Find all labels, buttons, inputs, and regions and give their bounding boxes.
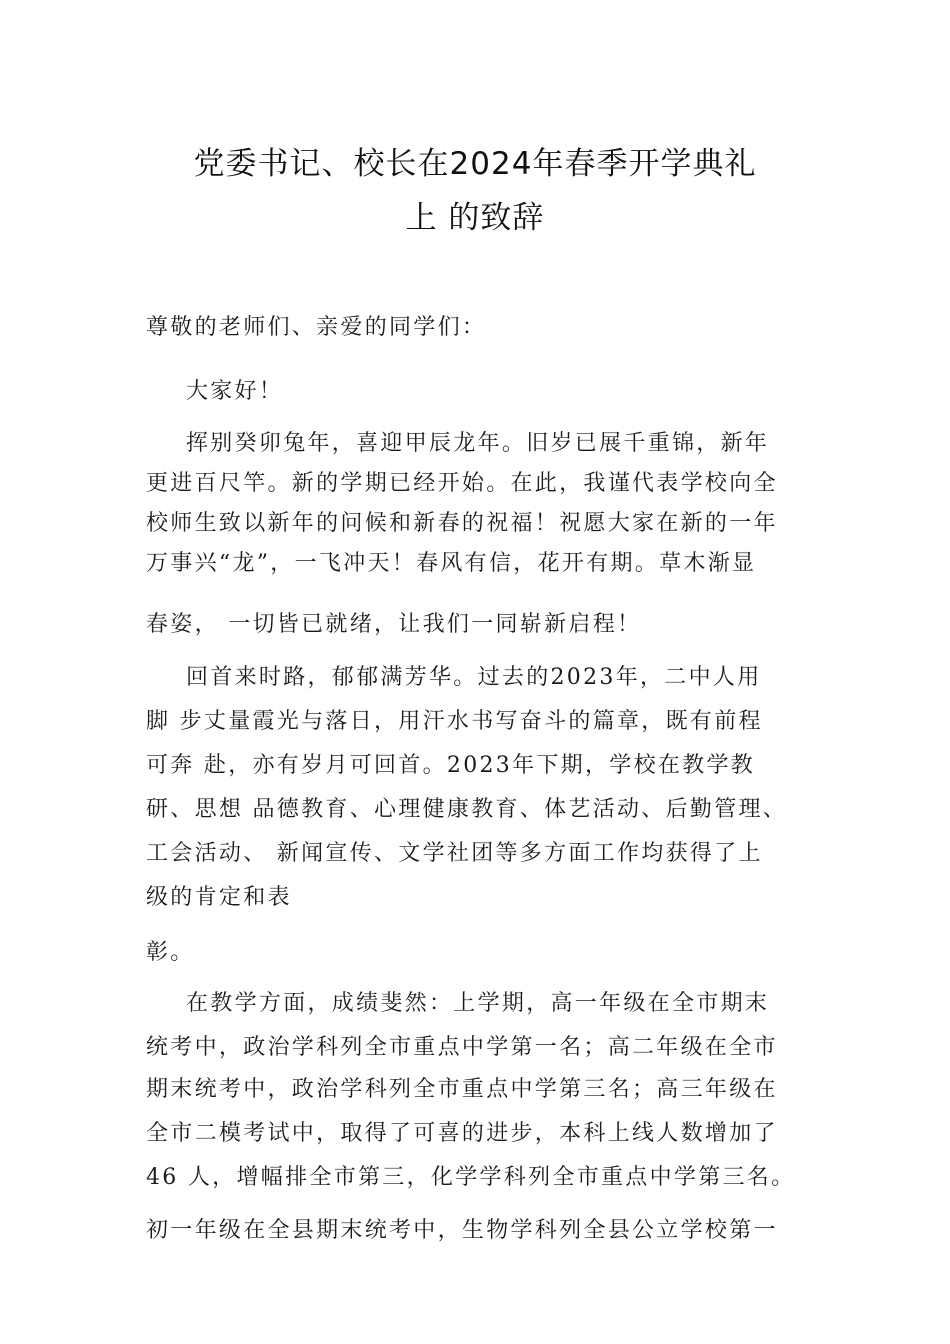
document-title-line-2: 上 的致辞 [405,200,545,236]
paragraph-line: 春姿， 一切皆已就绪，让我们一同崭新启程！ [146,612,642,637]
paragraph-line: 彰。 [146,940,195,965]
document-title-line-1: 党委书记、校长在2024年春季开学典礼 [193,146,757,182]
paragraph-line: 可奔 赴，亦有岁月可回首。2023年下期，学校在教学教 [146,753,756,778]
paragraph-line: 挥别癸卯兔年，喜迎甲辰龙年。旧岁已展千重锦，新年 [186,431,770,456]
paragraph-line: 级的肯定和表 [146,885,292,910]
greeting: 大家好！ [186,379,284,404]
paragraph-line: 回首来时路，郁郁满芳华。过去的2023年，二中人用 [186,665,762,690]
paragraph-line: 万事兴“龙”，一飞冲天！春风有信，花开有期。草木渐显 [146,551,757,576]
paragraph-line: 研、思想 品德教育、心理健康教育、体艺活动、后勤管理、 [146,797,788,822]
paragraph-line: 脚 步丈量霞光与落日，用汗水书写奋斗的篇章，既有前程 [146,709,763,734]
paragraph-line: 46 人，增幅排全市第三，化学学科列全市重点中学第三名。 [146,1165,796,1190]
salutation: 尊敬的老师们、亲爱的同学们： [146,315,487,340]
paragraph-line: 期末统考中，政治学科列全市重点中学第三名；高三年级在 [146,1077,778,1102]
paragraph-line: 校师生致以新年的问候和新春的祝福！祝愿大家在新的一年 [146,511,778,536]
paragraph-line: 统考中，政治学科列全市重点中学第一名；高二年级在全市 [146,1035,778,1060]
paragraph-line: 工会活动、 新闻宣传、文学社团等多方面工作均获得了上 [146,841,763,866]
paragraph-line: 全市二模考试中，取得了可喜的进步，本科上线人数增加了 [146,1121,778,1146]
paragraph-line: 在教学方面，成绩斐然：上学期，高一年级在全市期末 [186,991,770,1016]
paragraph-line: 初一年级在全县期末统考中，生物学科列全县公立学校第一 [146,1218,778,1243]
paragraph-line: 更进百尺竿。新的学期已经开始。在此，我谨代表学校向全 [146,471,778,496]
